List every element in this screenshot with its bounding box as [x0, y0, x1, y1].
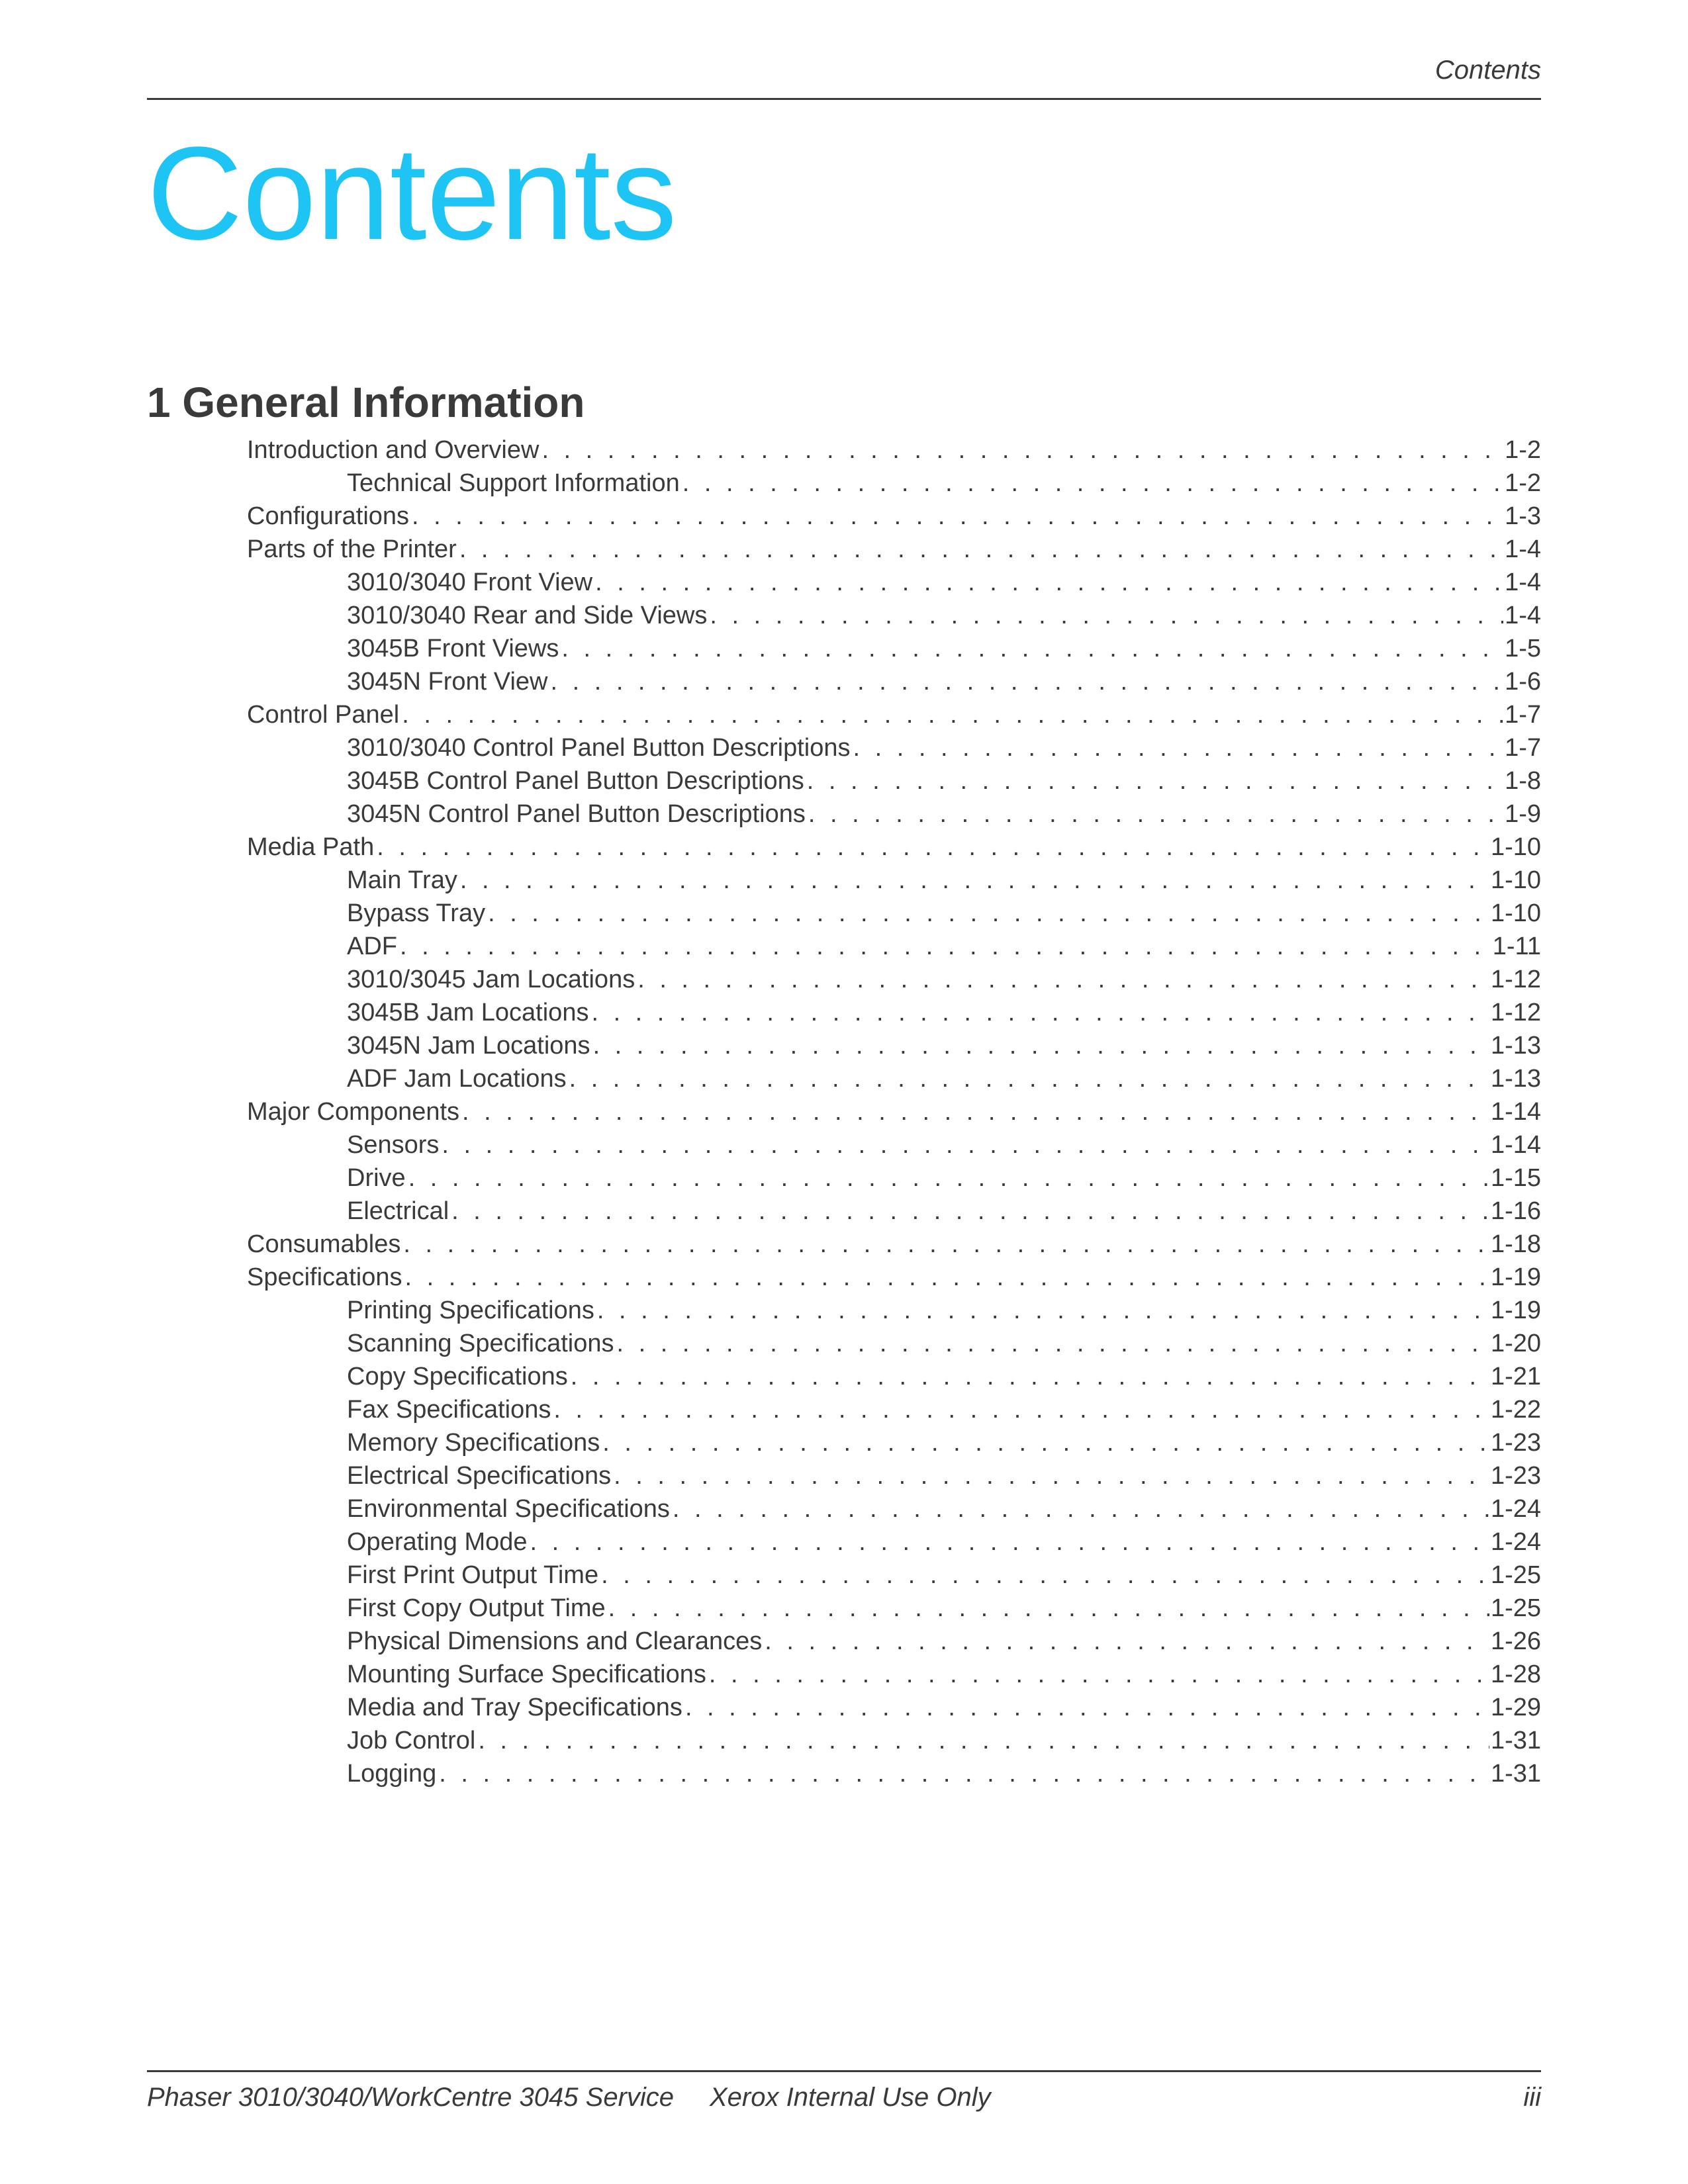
chapter-title: 1 General Information — [147, 379, 585, 426]
toc-entry[interactable] — [147, 433, 1541, 467]
toc-entry-page: 1-9 — [1505, 800, 1541, 828]
toc-dot-leader — [451, 1195, 1489, 1228]
toc-entry[interactable] — [147, 1757, 1541, 1790]
toc-entry-label: Environmental Specifications — [347, 1495, 670, 1523]
toc-entry-label: Scanning Specifications — [347, 1330, 614, 1357]
toc-entry-page: 1-13 — [1490, 1032, 1541, 1060]
toc-entry-label: Parts of the Printer — [247, 535, 457, 563]
toc-entry[interactable] — [147, 930, 1541, 963]
toc-entry-page: 1-2 — [1505, 469, 1541, 497]
toc-entry-page: 1-4 — [1505, 569, 1541, 596]
toc-entry[interactable] — [147, 632, 1541, 665]
toc-entry-page: 1-10 — [1490, 833, 1541, 861]
toc-entry-label: Media Path — [247, 833, 375, 861]
toc-dot-leader — [412, 500, 1503, 533]
toc-entry[interactable] — [147, 500, 1541, 533]
toc-entry-page: 1-7 — [1505, 701, 1541, 729]
toc-entry[interactable] — [147, 1625, 1541, 1658]
toc-entry-label: Physical Dimensions and Clearances — [347, 1627, 763, 1655]
toc-dot-leader — [601, 1559, 1489, 1592]
toc-dot-leader — [460, 864, 1489, 897]
toc-entry[interactable] — [147, 1294, 1541, 1327]
toc-entry[interactable] — [147, 1161, 1541, 1195]
toc-entry[interactable] — [147, 467, 1541, 500]
toc-entry[interactable] — [147, 698, 1541, 731]
toc-dot-leader — [541, 433, 1503, 467]
footer-rule — [147, 2070, 1541, 2072]
footer-product: Phaser 3010/3040/WorkCentre 3045 Service — [147, 2083, 675, 2112]
toc-dot-leader — [478, 1724, 1489, 1757]
toc-entry-label: Media and Tray Specifications — [347, 1694, 682, 1721]
toc-entry-label: Technical Support Information — [347, 469, 680, 497]
toc-entry-page: 1-12 — [1490, 966, 1541, 993]
toc-entry-label: Drive — [347, 1164, 406, 1192]
toc-entry-page: 1-25 — [1490, 1594, 1541, 1622]
toc-entry-page: 1-5 — [1505, 635, 1541, 662]
toc-entry-label: ADF Jam Locations — [347, 1065, 567, 1093]
toc-dot-leader — [402, 698, 1503, 731]
toc-entry[interactable] — [147, 731, 1541, 764]
toc-entry-page: 1-6 — [1505, 668, 1541, 696]
toc-dot-leader — [597, 1294, 1489, 1327]
toc-dot-leader — [673, 1492, 1489, 1525]
toc-entry-label: Sensors — [347, 1131, 440, 1159]
toc-entry-label: Consumables — [247, 1230, 401, 1258]
toc-dot-leader — [808, 797, 1503, 831]
toc-entry-label: Main Tray — [347, 866, 457, 894]
toc-entry-page: 1-19 — [1490, 1297, 1541, 1324]
toc-dot-leader — [616, 1327, 1489, 1360]
toc-entry[interactable] — [147, 864, 1541, 897]
toc-entry[interactable] — [147, 1228, 1541, 1261]
toc-entry-label: Major Components — [247, 1098, 460, 1126]
toc-entry-label: Operating Mode — [347, 1528, 528, 1556]
toc-entry[interactable] — [147, 996, 1541, 1029]
toc-entry[interactable] — [147, 665, 1541, 698]
toc-entry-label: 3045N Control Panel Button Descriptions — [347, 800, 806, 828]
toc-dot-leader — [569, 1062, 1489, 1095]
toc-dot-leader — [530, 1525, 1489, 1559]
toc-dot-leader — [553, 1393, 1489, 1426]
toc-dot-leader — [682, 467, 1503, 500]
toc-entry-page: 1-8 — [1505, 767, 1541, 795]
toc-entry-label: 3045B Jam Locations — [347, 999, 589, 1026]
page-title: Contents — [147, 120, 677, 267]
toc-dot-leader — [404, 1261, 1489, 1294]
toc-dot-leader — [602, 1426, 1489, 1459]
toc-entry[interactable] — [147, 1128, 1541, 1161]
toc-entry[interactable] — [147, 1095, 1541, 1128]
toc-entry[interactable] — [147, 1327, 1541, 1360]
toc-entry-label: 3045N Jam Locations — [347, 1032, 590, 1060]
running-header: Contents — [1434, 56, 1541, 85]
toc-entry-page: 1-25 — [1490, 1561, 1541, 1589]
toc-entry-label: Electrical Specifications — [347, 1462, 612, 1490]
toc-entry-page: 1-26 — [1490, 1627, 1541, 1655]
toc-entry-page: 1-29 — [1490, 1694, 1541, 1721]
toc-dot-leader — [591, 996, 1489, 1029]
toc-entry-page: 1-10 — [1490, 866, 1541, 894]
toc-entry-page: 1-24 — [1490, 1495, 1541, 1523]
toc-entry-label: 3045B Front Views — [347, 635, 559, 662]
toc-dot-leader — [400, 930, 1491, 963]
toc-entry-page: 1-13 — [1490, 1065, 1541, 1093]
toc-entry-page: 1-20 — [1490, 1330, 1541, 1357]
toc-entry-page: 1-31 — [1490, 1760, 1541, 1788]
toc-entry-label: 3010/3040 Front View — [347, 569, 593, 596]
toc-dot-leader — [403, 1228, 1489, 1261]
toc-entry-label: Logging — [347, 1760, 437, 1788]
toc-dot-leader — [377, 831, 1489, 864]
toc-entry-page: 1-11 — [1492, 933, 1541, 960]
toc-entry[interactable] — [147, 1195, 1541, 1228]
toc-dot-leader — [442, 1128, 1489, 1161]
toc-entry-label: Control Panel — [247, 701, 400, 729]
toc-dot-leader — [571, 1360, 1489, 1393]
toc-dot-leader — [853, 731, 1503, 764]
toc-entry[interactable] — [147, 566, 1541, 599]
toc-dot-leader — [608, 1592, 1489, 1625]
toc-dot-leader — [709, 1658, 1489, 1691]
toc-entry[interactable] — [147, 1492, 1541, 1525]
toc-entry[interactable] — [147, 1559, 1541, 1592]
toc-entry-page: 1-16 — [1490, 1197, 1541, 1225]
toc-entry[interactable] — [147, 797, 1541, 831]
toc-entry[interactable] — [147, 1691, 1541, 1724]
toc-entry-label: 3010/3040 Rear and Side Views — [347, 602, 708, 629]
toc-dot-leader — [408, 1161, 1489, 1195]
toc-dot-leader — [685, 1691, 1489, 1724]
toc-dot-leader — [550, 665, 1503, 698]
toc-entry-label: Bypass Tray — [347, 899, 486, 927]
toc-dot-leader — [561, 632, 1503, 665]
toc-entry-label: 3010/3040 Control Panel Button Descriptions — [347, 734, 851, 762]
toc-entry-label: Copy Specifications — [347, 1363, 568, 1390]
toc-entry[interactable] — [147, 1426, 1541, 1459]
toc-dot-leader — [462, 1095, 1489, 1128]
toc-entry[interactable] — [147, 1459, 1541, 1492]
toc-entry-page: 1-19 — [1490, 1263, 1541, 1291]
toc-entry[interactable] — [147, 1592, 1541, 1625]
toc-entry-label: 3045B Control Panel Button Descriptions — [347, 767, 804, 795]
toc-entry-page: 1-4 — [1505, 602, 1541, 629]
toc-entry-label: Introduction and Overview — [247, 436, 539, 464]
toc-entry-page: 1-4 — [1505, 535, 1541, 563]
toc-entry[interactable] — [147, 831, 1541, 864]
toc-entry-label: Configurations — [247, 502, 410, 530]
toc-entry-page: 1-23 — [1490, 1429, 1541, 1457]
toc-entry[interactable] — [147, 764, 1541, 797]
toc-entry[interactable] — [147, 1525, 1541, 1559]
toc-entry[interactable] — [147, 533, 1541, 566]
header-rule — [147, 98, 1541, 100]
toc-entry[interactable] — [147, 1724, 1541, 1757]
toc-entry[interactable] — [147, 1393, 1541, 1426]
toc-entry-label: Printing Specifications — [347, 1297, 594, 1324]
footer-page-number: iii — [1523, 2083, 1541, 2112]
toc-dot-leader — [637, 963, 1489, 996]
toc-dot-leader — [488, 897, 1489, 930]
toc-list — [147, 433, 1541, 1790]
toc-entry[interactable] — [147, 1261, 1541, 1294]
toc-entry[interactable] — [147, 897, 1541, 930]
toc-entry-page: 1-2 — [1505, 436, 1541, 464]
toc-entry-label: Specifications — [247, 1263, 402, 1291]
toc-entry-page: 1-31 — [1490, 1727, 1541, 1754]
toc-entry-page: 1-14 — [1490, 1131, 1541, 1159]
toc-dot-leader — [710, 599, 1503, 632]
toc-entry-page: 1-24 — [1490, 1528, 1541, 1556]
toc-dot-leader — [765, 1625, 1489, 1658]
toc-dot-leader — [593, 1029, 1489, 1062]
toc-dot-leader — [807, 764, 1503, 797]
toc-entry[interactable] — [147, 599, 1541, 632]
toc-entry-page: 1-12 — [1490, 999, 1541, 1026]
toc-entry-label: 3010/3045 Jam Locations — [347, 966, 635, 993]
footer-classification: Xerox Internal Use Only — [710, 2083, 991, 2112]
toc-entry-label: Fax Specifications — [347, 1396, 551, 1424]
toc-entry[interactable] — [147, 1658, 1541, 1691]
toc-entry[interactable] — [147, 963, 1541, 996]
toc-dot-leader — [614, 1459, 1489, 1492]
toc-entry-page: 1-18 — [1490, 1230, 1541, 1258]
toc-entry-label: First Print Output Time — [347, 1561, 599, 1589]
toc-entry-label: Memory Specifications — [347, 1429, 600, 1457]
toc-entry-label: Electrical — [347, 1197, 449, 1225]
toc-entry-page: 1-10 — [1490, 899, 1541, 927]
toc-entry-page: 1-3 — [1505, 502, 1541, 530]
toc-entry-page: 1-15 — [1490, 1164, 1541, 1192]
toc-entry[interactable] — [147, 1360, 1541, 1393]
toc-entry-page: 1-22 — [1490, 1396, 1541, 1424]
toc-entry[interactable] — [147, 1029, 1541, 1062]
toc-entry-page: 1-14 — [1490, 1098, 1541, 1126]
toc-entry-label: First Copy Output Time — [347, 1594, 606, 1622]
toc-entry-page: 1-7 — [1505, 734, 1541, 762]
toc-entry[interactable] — [147, 1062, 1541, 1095]
toc-entry-label: 3045N Front View — [347, 668, 548, 696]
toc-entry-label: Mounting Surface Specifications — [347, 1661, 706, 1688]
toc-entry-label: Job Control — [347, 1727, 476, 1754]
toc-dot-leader — [459, 533, 1503, 566]
toc-entry-page: 1-28 — [1490, 1661, 1541, 1688]
toc-entry-page: 1-21 — [1490, 1363, 1541, 1390]
toc-dot-leader — [595, 566, 1503, 599]
toc-entry-label: ADF — [347, 933, 397, 960]
toc-dot-leader — [439, 1757, 1489, 1790]
toc-entry-page: 1-23 — [1490, 1462, 1541, 1490]
